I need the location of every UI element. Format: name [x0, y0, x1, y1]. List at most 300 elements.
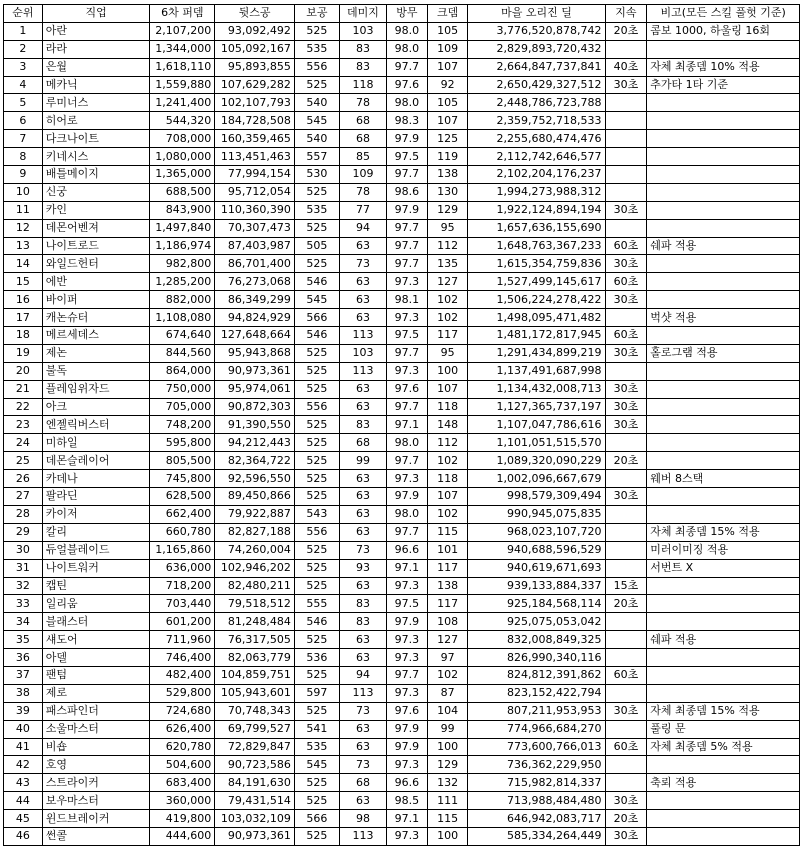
cell-ignore-defense[interactable]: 97.5: [386, 595, 427, 613]
cell-6th-percent-damage[interactable]: 746,400: [150, 649, 215, 667]
cell-class[interactable]: 라라: [42, 40, 150, 58]
cell-6th-percent-damage[interactable]: 844,560: [150, 344, 215, 362]
cell-stat-attack[interactable]: 79,922,887: [215, 505, 295, 523]
cell-6th-percent-damage[interactable]: 711,960: [150, 631, 215, 649]
cell-class[interactable]: 아란: [42, 22, 150, 40]
cell-damage[interactable]: 73: [339, 541, 386, 559]
header-6th-percent-damage[interactable]: 6차 퍼뎀: [150, 5, 215, 23]
cell-ignore-defense[interactable]: 98.3: [386, 112, 427, 130]
cell-class[interactable]: 패스파인더: [42, 702, 150, 720]
cell-crit-damage[interactable]: 125: [427, 130, 468, 148]
cell-class[interactable]: 플레임위자드: [42, 380, 150, 398]
cell-origin-damage[interactable]: 2,255,680,474,476: [468, 130, 605, 148]
cell-damage[interactable]: 63: [339, 273, 386, 291]
cell-notes[interactable]: 자체 최종뎀 10% 적용: [647, 58, 800, 76]
cell-notes[interactable]: 쉐파 적용: [647, 631, 800, 649]
cell-stat-attack[interactable]: 91,390,550: [215, 416, 295, 434]
cell-ignore-defense[interactable]: 98.6: [386, 183, 427, 201]
cell-rank[interactable]: 33: [4, 595, 43, 613]
cell-crit-damage[interactable]: 99: [427, 720, 468, 738]
cell-6th-percent-damage[interactable]: 724,680: [150, 702, 215, 720]
cell-boss-damage[interactable]: 556: [294, 398, 339, 416]
cell-duration[interactable]: [605, 649, 647, 667]
cell-rank[interactable]: 43: [4, 774, 43, 792]
cell-damage[interactable]: 103: [339, 344, 386, 362]
cell-6th-percent-damage[interactable]: 843,900: [150, 201, 215, 219]
cell-damage[interactable]: 99: [339, 452, 386, 470]
cell-damage[interactable]: 63: [339, 291, 386, 309]
cell-duration[interactable]: [605, 774, 647, 792]
cell-duration[interactable]: 30초: [605, 344, 647, 362]
cell-boss-damage[interactable]: 557: [294, 148, 339, 166]
cell-notes[interactable]: [647, 255, 800, 273]
cell-class[interactable]: 썬콜: [42, 827, 150, 845]
cell-stat-attack[interactable]: 95,893,855: [215, 58, 295, 76]
header-crit-damage[interactable]: 크뎀: [427, 5, 468, 23]
cell-rank[interactable]: 18: [4, 327, 43, 345]
cell-damage[interactable]: 83: [339, 416, 386, 434]
cell-notes[interactable]: 축뢰 적용: [647, 774, 800, 792]
cell-crit-damage[interactable]: 101: [427, 541, 468, 559]
cell-crit-damage[interactable]: 107: [427, 380, 468, 398]
cell-origin-damage[interactable]: 925,075,053,042: [468, 613, 605, 631]
cell-6th-percent-damage[interactable]: 1,241,400: [150, 94, 215, 112]
cell-notes[interactable]: 자체 최종뎀 15% 적용: [647, 702, 800, 720]
cell-boss-damage[interactable]: 597: [294, 684, 339, 702]
cell-ignore-defense[interactable]: 97.9: [386, 201, 427, 219]
cell-boss-damage[interactable]: 505: [294, 237, 339, 255]
cell-class[interactable]: 아델: [42, 649, 150, 667]
cell-rank[interactable]: 25: [4, 452, 43, 470]
cell-notes[interactable]: [647, 327, 800, 345]
cell-crit-damage[interactable]: 97: [427, 649, 468, 667]
cell-crit-damage[interactable]: 132: [427, 774, 468, 792]
cell-ignore-defense[interactable]: 97.3: [386, 362, 427, 380]
cell-ignore-defense[interactable]: 97.3: [386, 684, 427, 702]
cell-damage[interactable]: 73: [339, 255, 386, 273]
cell-origin-damage[interactable]: 713,988,484,480: [468, 792, 605, 810]
cell-rank[interactable]: 37: [4, 666, 43, 684]
cell-rank[interactable]: 15: [4, 273, 43, 291]
cell-class[interactable]: 아크: [42, 398, 150, 416]
cell-damage[interactable]: 113: [339, 684, 386, 702]
cell-class[interactable]: 제논: [42, 344, 150, 362]
cell-duration[interactable]: 30초: [605, 76, 647, 94]
cell-damage[interactable]: 63: [339, 398, 386, 416]
cell-stat-attack[interactable]: 105,092,167: [215, 40, 295, 58]
cell-rank[interactable]: 35: [4, 631, 43, 649]
cell-damage[interactable]: 109: [339, 166, 386, 184]
cell-ignore-defense[interactable]: 97.9: [386, 613, 427, 631]
cell-rank[interactable]: 12: [4, 219, 43, 237]
cell-origin-damage[interactable]: 824,812,391,862: [468, 666, 605, 684]
cell-class[interactable]: 와일드헌터: [42, 255, 150, 273]
cell-damage[interactable]: 83: [339, 58, 386, 76]
cell-boss-damage[interactable]: 530: [294, 166, 339, 184]
cell-boss-damage[interactable]: 536: [294, 649, 339, 667]
cell-ignore-defense[interactable]: 98.0: [386, 94, 427, 112]
cell-class[interactable]: 호영: [42, 756, 150, 774]
cell-ignore-defense[interactable]: 96.6: [386, 541, 427, 559]
cell-duration[interactable]: 30초: [605, 416, 647, 434]
cell-6th-percent-damage[interactable]: 419,800: [150, 810, 215, 828]
cell-stat-attack[interactable]: 95,943,868: [215, 344, 295, 362]
cell-origin-damage[interactable]: 3,776,520,878,742: [468, 22, 605, 40]
cell-ignore-defense[interactable]: 97.3: [386, 273, 427, 291]
cell-class[interactable]: 바이퍼: [42, 291, 150, 309]
cell-damage[interactable]: 63: [339, 649, 386, 667]
cell-boss-damage[interactable]: 566: [294, 309, 339, 327]
cell-6th-percent-damage[interactable]: 444,600: [150, 827, 215, 845]
cell-class[interactable]: 제로: [42, 684, 150, 702]
cell-ignore-defense[interactable]: 97.1: [386, 810, 427, 828]
cell-notes[interactable]: [647, 148, 800, 166]
cell-stat-attack[interactable]: 90,872,303: [215, 398, 295, 416]
cell-rank[interactable]: 17: [4, 309, 43, 327]
cell-crit-damage[interactable]: 117: [427, 595, 468, 613]
cell-ignore-defense[interactable]: 97.7: [386, 398, 427, 416]
cell-boss-damage[interactable]: 540: [294, 94, 339, 112]
cell-ignore-defense[interactable]: 97.3: [386, 577, 427, 595]
cell-origin-damage[interactable]: 826,990,340,116: [468, 649, 605, 667]
cell-6th-percent-damage[interactable]: 1,165,860: [150, 541, 215, 559]
cell-origin-damage[interactable]: 832,008,849,325: [468, 631, 605, 649]
cell-class[interactable]: 비숍: [42, 738, 150, 756]
cell-crit-damage[interactable]: 108: [427, 613, 468, 631]
cell-stat-attack[interactable]: 92,596,550: [215, 470, 295, 488]
cell-boss-damage[interactable]: 525: [294, 344, 339, 362]
cell-duration[interactable]: [605, 631, 647, 649]
cell-duration[interactable]: [605, 720, 647, 738]
cell-rank[interactable]: 46: [4, 827, 43, 845]
cell-notes[interactable]: 콤보 1000, 하울링 16회: [647, 22, 800, 40]
cell-6th-percent-damage[interactable]: 544,320: [150, 112, 215, 130]
cell-ignore-defense[interactable]: 97.9: [386, 738, 427, 756]
cell-origin-damage[interactable]: 1,137,491,687,998: [468, 362, 605, 380]
cell-6th-percent-damage[interactable]: 1,080,000: [150, 148, 215, 166]
cell-duration[interactable]: [605, 756, 647, 774]
cell-6th-percent-damage[interactable]: 882,000: [150, 291, 215, 309]
cell-damage[interactable]: 63: [339, 631, 386, 649]
cell-notes[interactable]: 자체 최종뎀 15% 적용: [647, 523, 800, 541]
cell-duration[interactable]: [605, 505, 647, 523]
cell-damage[interactable]: 113: [339, 327, 386, 345]
cell-boss-damage[interactable]: 525: [294, 22, 339, 40]
cell-6th-percent-damage[interactable]: 601,200: [150, 613, 215, 631]
cell-crit-damage[interactable]: 115: [427, 810, 468, 828]
cell-rank[interactable]: 40: [4, 720, 43, 738]
cell-duration[interactable]: [605, 684, 647, 702]
cell-damage[interactable]: 113: [339, 362, 386, 380]
cell-duration[interactable]: [605, 541, 647, 559]
header-stat-attack[interactable]: 뒷스공: [215, 5, 295, 23]
cell-damage[interactable]: 73: [339, 702, 386, 720]
cell-duration[interactable]: [605, 40, 647, 58]
cell-ignore-defense[interactable]: 97.6: [386, 380, 427, 398]
cell-duration[interactable]: 30초: [605, 827, 647, 845]
cell-rank[interactable]: 20: [4, 362, 43, 380]
cell-6th-percent-damage[interactable]: 1,559,880: [150, 76, 215, 94]
cell-origin-damage[interactable]: 2,359,752,718,533: [468, 112, 605, 130]
cell-boss-damage[interactable]: 525: [294, 255, 339, 273]
cell-notes[interactable]: 웨버 8스택: [647, 470, 800, 488]
cell-notes[interactable]: [647, 577, 800, 595]
cell-ignore-defense[interactable]: 97.3: [386, 827, 427, 845]
cell-notes[interactable]: [647, 666, 800, 684]
cell-6th-percent-damage[interactable]: 750,000: [150, 380, 215, 398]
cell-6th-percent-damage[interactable]: 718,200: [150, 577, 215, 595]
cell-notes[interactable]: [647, 756, 800, 774]
cell-ignore-defense[interactable]: 98.1: [386, 291, 427, 309]
cell-boss-damage[interactable]: 525: [294, 452, 339, 470]
cell-notes[interactable]: [647, 166, 800, 184]
cell-6th-percent-damage[interactable]: 705,000: [150, 398, 215, 416]
cell-ignore-defense[interactable]: 98.0: [386, 505, 427, 523]
cell-crit-damage[interactable]: 127: [427, 273, 468, 291]
cell-origin-damage[interactable]: 2,664,847,737,841: [468, 58, 605, 76]
cell-duration[interactable]: [605, 470, 647, 488]
cell-6th-percent-damage[interactable]: 683,400: [150, 774, 215, 792]
cell-damage[interactable]: 68: [339, 774, 386, 792]
cell-boss-damage[interactable]: 546: [294, 613, 339, 631]
cell-class[interactable]: 에반: [42, 273, 150, 291]
cell-boss-damage[interactable]: 525: [294, 792, 339, 810]
cell-crit-damage[interactable]: 111: [427, 792, 468, 810]
cell-rank[interactable]: 32: [4, 577, 43, 595]
cell-stat-attack[interactable]: 76,273,068: [215, 273, 295, 291]
cell-notes[interactable]: 자체 최종뎀 5% 적용: [647, 738, 800, 756]
cell-duration[interactable]: [605, 183, 647, 201]
cell-class[interactable]: 일리움: [42, 595, 150, 613]
cell-6th-percent-damage[interactable]: 1,344,000: [150, 40, 215, 58]
cell-class[interactable]: 카데나: [42, 470, 150, 488]
cell-notes[interactable]: 서번트 X: [647, 559, 800, 577]
cell-rank[interactable]: 36: [4, 649, 43, 667]
cell-origin-damage[interactable]: 990,945,075,835: [468, 505, 605, 523]
cell-ignore-defense[interactable]: 97.6: [386, 702, 427, 720]
cell-origin-damage[interactable]: 2,650,429,327,512: [468, 76, 605, 94]
cell-crit-damage[interactable]: 115: [427, 523, 468, 541]
cell-6th-percent-damage[interactable]: 2,107,200: [150, 22, 215, 40]
cell-ignore-defense[interactable]: 97.3: [386, 309, 427, 327]
cell-crit-damage[interactable]: 102: [427, 452, 468, 470]
cell-crit-damage[interactable]: 107: [427, 58, 468, 76]
cell-rank[interactable]: 11: [4, 201, 43, 219]
cell-duration[interactable]: 60초: [605, 237, 647, 255]
cell-rank[interactable]: 1: [4, 22, 43, 40]
cell-damage[interactable]: 63: [339, 380, 386, 398]
cell-crit-damage[interactable]: 105: [427, 22, 468, 40]
cell-class[interactable]: 캡틴: [42, 577, 150, 595]
cell-boss-damage[interactable]: 525: [294, 434, 339, 452]
cell-duration[interactable]: 30초: [605, 201, 647, 219]
cell-ignore-defense[interactable]: 98.0: [386, 434, 427, 452]
cell-notes[interactable]: [647, 291, 800, 309]
cell-boss-damage[interactable]: 525: [294, 416, 339, 434]
cell-notes[interactable]: 홀로그램 적용: [647, 344, 800, 362]
cell-ignore-defense[interactable]: 97.7: [386, 219, 427, 237]
cell-6th-percent-damage[interactable]: 660,780: [150, 523, 215, 541]
cell-class[interactable]: 카이저: [42, 505, 150, 523]
cell-6th-percent-damage[interactable]: 504,600: [150, 756, 215, 774]
cell-boss-damage[interactable]: 535: [294, 40, 339, 58]
cell-duration[interactable]: [605, 219, 647, 237]
cell-duration[interactable]: [605, 112, 647, 130]
cell-crit-damage[interactable]: 102: [427, 666, 468, 684]
cell-rank[interactable]: 30: [4, 541, 43, 559]
cell-6th-percent-damage[interactable]: 703,440: [150, 595, 215, 613]
cell-crit-damage[interactable]: 107: [427, 488, 468, 506]
cell-class[interactable]: 메카닉: [42, 76, 150, 94]
cell-boss-damage[interactable]: 525: [294, 577, 339, 595]
cell-rank[interactable]: 21: [4, 380, 43, 398]
cell-duration[interactable]: 20초: [605, 22, 647, 40]
header-rank[interactable]: 순위: [4, 5, 43, 23]
cell-crit-damage[interactable]: 129: [427, 756, 468, 774]
cell-damage[interactable]: 63: [339, 792, 386, 810]
cell-stat-attack[interactable]: 95,974,061: [215, 380, 295, 398]
cell-6th-percent-damage[interactable]: 636,000: [150, 559, 215, 577]
cell-origin-damage[interactable]: 1,615,354,759,836: [468, 255, 605, 273]
cell-damage[interactable]: 63: [339, 309, 386, 327]
cell-6th-percent-damage[interactable]: 626,400: [150, 720, 215, 738]
cell-duration[interactable]: 30초: [605, 702, 647, 720]
cell-notes[interactable]: [647, 810, 800, 828]
cell-stat-attack[interactable]: 90,973,361: [215, 362, 295, 380]
cell-damage[interactable]: 63: [339, 237, 386, 255]
cell-rank[interactable]: 39: [4, 702, 43, 720]
cell-notes[interactable]: [647, 452, 800, 470]
cell-duration[interactable]: 60초: [605, 327, 647, 345]
cell-crit-damage[interactable]: 100: [427, 362, 468, 380]
cell-duration[interactable]: 30초: [605, 488, 647, 506]
cell-ignore-defense[interactable]: 97.1: [386, 416, 427, 434]
cell-crit-damage[interactable]: 119: [427, 148, 468, 166]
cell-notes[interactable]: [647, 684, 800, 702]
cell-stat-attack[interactable]: 90,973,361: [215, 827, 295, 845]
cell-duration[interactable]: 20초: [605, 810, 647, 828]
cell-ignore-defense[interactable]: 97.7: [386, 344, 427, 362]
cell-notes[interactable]: [647, 488, 800, 506]
cell-class[interactable]: 미하일: [42, 434, 150, 452]
cell-rank[interactable]: 38: [4, 684, 43, 702]
cell-class[interactable]: 메르세데스: [42, 327, 150, 345]
cell-6th-percent-damage[interactable]: 1,618,110: [150, 58, 215, 76]
cell-rank[interactable]: 16: [4, 291, 43, 309]
cell-class[interactable]: 듀얼블레이드: [42, 541, 150, 559]
cell-boss-damage[interactable]: 545: [294, 291, 339, 309]
cell-origin-damage[interactable]: 2,102,204,176,237: [468, 166, 605, 184]
cell-stat-attack[interactable]: 81,248,484: [215, 613, 295, 631]
cell-class[interactable]: 나이트로드: [42, 237, 150, 255]
cell-origin-damage[interactable]: 807,211,953,953: [468, 702, 605, 720]
cell-duration[interactable]: 60초: [605, 273, 647, 291]
cell-stat-attack[interactable]: 74,260,004: [215, 541, 295, 559]
cell-duration[interactable]: [605, 559, 647, 577]
cell-6th-percent-damage[interactable]: 620,780: [150, 738, 215, 756]
cell-origin-damage[interactable]: 1,657,636,155,690: [468, 219, 605, 237]
cell-stat-attack[interactable]: 82,364,722: [215, 452, 295, 470]
cell-crit-damage[interactable]: 95: [427, 344, 468, 362]
cell-rank[interactable]: 9: [4, 166, 43, 184]
cell-boss-damage[interactable]: 545: [294, 112, 339, 130]
cell-origin-damage[interactable]: 1,291,434,899,219: [468, 344, 605, 362]
cell-boss-damage[interactable]: 546: [294, 327, 339, 345]
cell-class[interactable]: 보우마스터: [42, 792, 150, 810]
cell-class[interactable]: 섀도어: [42, 631, 150, 649]
cell-rank[interactable]: 13: [4, 237, 43, 255]
cell-crit-damage[interactable]: 100: [427, 738, 468, 756]
cell-class[interactable]: 팬텀: [42, 666, 150, 684]
cell-class[interactable]: 카인: [42, 201, 150, 219]
cell-crit-damage[interactable]: 109: [427, 40, 468, 58]
cell-stat-attack[interactable]: 86,349,299: [215, 291, 295, 309]
cell-origin-damage[interactable]: 939,133,884,337: [468, 577, 605, 595]
cell-boss-damage[interactable]: 555: [294, 595, 339, 613]
cell-notes[interactable]: [647, 201, 800, 219]
cell-duration[interactable]: 30초: [605, 291, 647, 309]
cell-crit-damage[interactable]: 102: [427, 505, 468, 523]
cell-stat-attack[interactable]: 110,360,390: [215, 201, 295, 219]
cell-origin-damage[interactable]: 1,648,763,367,233: [468, 237, 605, 255]
cell-6th-percent-damage[interactable]: 1,365,000: [150, 166, 215, 184]
cell-notes[interactable]: [647, 380, 800, 398]
cell-boss-damage[interactable]: 556: [294, 523, 339, 541]
cell-rank[interactable]: 7: [4, 130, 43, 148]
cell-duration[interactable]: 20초: [605, 452, 647, 470]
cell-notes[interactable]: [647, 273, 800, 291]
cell-damage[interactable]: 63: [339, 720, 386, 738]
cell-stat-attack[interactable]: 69,799,527: [215, 720, 295, 738]
cell-crit-damage[interactable]: 107: [427, 112, 468, 130]
cell-ignore-defense[interactable]: 97.7: [386, 452, 427, 470]
cell-ignore-defense[interactable]: 97.1: [386, 559, 427, 577]
cell-damage[interactable]: 94: [339, 666, 386, 684]
cell-rank[interactable]: 45: [4, 810, 43, 828]
cell-stat-attack[interactable]: 86,701,400: [215, 255, 295, 273]
cell-crit-damage[interactable]: 87: [427, 684, 468, 702]
cell-6th-percent-damage[interactable]: 688,500: [150, 183, 215, 201]
cell-origin-damage[interactable]: 1,506,224,278,422: [468, 291, 605, 309]
cell-6th-percent-damage[interactable]: 360,000: [150, 792, 215, 810]
cell-notes[interactable]: [647, 398, 800, 416]
cell-notes[interactable]: [647, 183, 800, 201]
cell-boss-damage[interactable]: 566: [294, 810, 339, 828]
cell-origin-damage[interactable]: 2,829,893,720,432: [468, 40, 605, 58]
cell-duration[interactable]: 30초: [605, 792, 647, 810]
cell-class[interactable]: 불독: [42, 362, 150, 380]
cell-duration[interactable]: 60초: [605, 738, 647, 756]
cell-boss-damage[interactable]: 525: [294, 362, 339, 380]
cell-duration[interactable]: 30초: [605, 380, 647, 398]
cell-rank[interactable]: 44: [4, 792, 43, 810]
cell-ignore-defense[interactable]: 97.5: [386, 148, 427, 166]
cell-duration[interactable]: 15초: [605, 577, 647, 595]
cell-origin-damage[interactable]: 823,152,422,794: [468, 684, 605, 702]
cell-crit-damage[interactable]: 105: [427, 94, 468, 112]
cell-6th-percent-damage[interactable]: 805,500: [150, 452, 215, 470]
cell-class[interactable]: 블래스터: [42, 613, 150, 631]
cell-crit-damage[interactable]: 104: [427, 702, 468, 720]
cell-notes[interactable]: [647, 792, 800, 810]
cell-stat-attack[interactable]: 184,728,508: [215, 112, 295, 130]
cell-boss-damage[interactable]: 543: [294, 505, 339, 523]
cell-origin-damage[interactable]: 1,127,365,737,197: [468, 398, 605, 416]
cell-6th-percent-damage[interactable]: 1,497,840: [150, 219, 215, 237]
cell-boss-damage[interactable]: 556: [294, 58, 339, 76]
header-notes[interactable]: 비고(모든 스킬 풀헛 기준): [647, 5, 800, 23]
cell-notes[interactable]: [647, 505, 800, 523]
